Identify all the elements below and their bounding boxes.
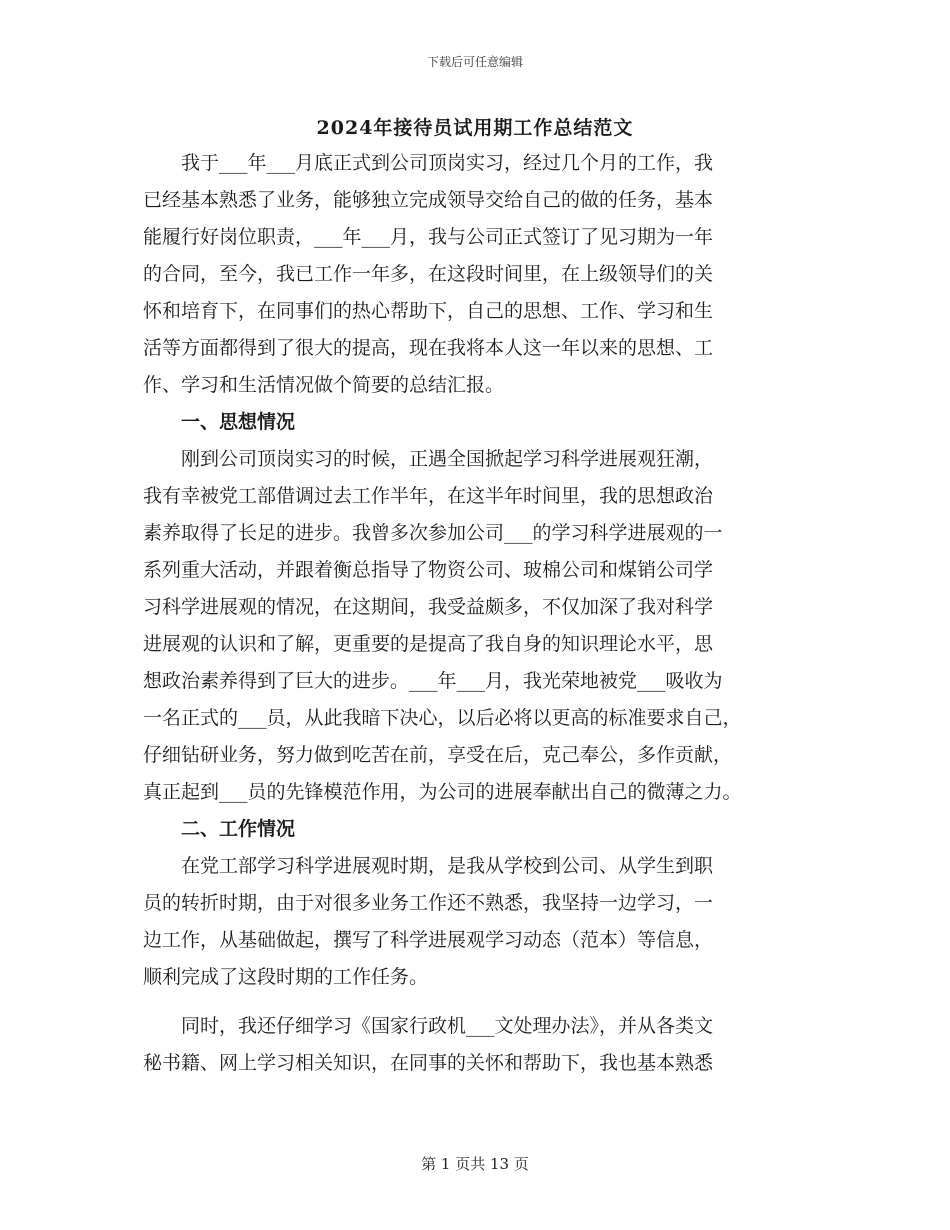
- body-line: 仔细钻研业务，努力做到吃苦在前，享受在后，克己奉公，多作贡献，: [143, 744, 733, 766]
- body-line: 作、学习和生活情况做个简要的总结汇报。: [143, 374, 505, 396]
- document-title: 2024年接待员试用期工作总结范文: [316, 117, 634, 139]
- body-line: 想政治素养得到了巨大的进步。___年___月，我光荣地被党___吸收为: [143, 670, 723, 692]
- page-footer: 第 1 页共 13 页: [421, 1155, 529, 1173]
- body-line: 系列重大活动，并跟着衡总指导了物资公司、玻棉公司和煤销公司学: [143, 559, 714, 581]
- body-line: 在党工部学习科学进展观时期，是我从学校到公司、从学生到职: [143, 855, 714, 877]
- body-line: 素养取得了长足的进步。我曾多次参加公司___的学习科学进展观的一: [143, 522, 723, 544]
- body-line: 习科学进展观的情况，在这期间，我受益颇多，不仅加深了我对科学: [143, 596, 714, 618]
- body-line: 活等方面都得到了很大的提高，现在我将本人这一年以来的思想、工: [143, 337, 714, 359]
- body-line: 我有幸被党工部借调过去工作半年，在这半年时间里，我的思想政治: [143, 485, 714, 507]
- body-line: 边工作，从基础做起，撰写了科学进展观学习动态（范本）等信息，: [143, 929, 714, 951]
- body-line: 刚到公司顶岗实习的时候，正遇全国掀起学习科学进展观狂潮，: [143, 448, 714, 470]
- body-line: 能履行好岗位职责，___年___月，我与公司正式签订了见习期为一年: [143, 226, 714, 248]
- body-line: 已经基本熟悉了业务，能够独立完成领导交给自己的做的任务，基本: [143, 189, 714, 211]
- body-line: 员的转折时期，由于对很多业务工作还不熟悉，我坚持一边学习，一: [143, 892, 714, 914]
- body-line: 进展观的认识和了解，更重要的是提高了我自身的知识理论水平，思: [143, 633, 714, 655]
- body-line: 我于___年___月底正式到公司顶岗实习，经过几个月的工作，我: [143, 152, 714, 174]
- body-line: 顺利完成了这段时期的工作任务。: [143, 966, 429, 988]
- section-heading: 二、工作情况: [143, 818, 296, 840]
- body-line: 秘书籍、网上学习相关知识，在同事的关怀和帮助下，我也基本熟悉: [143, 1052, 714, 1074]
- body-line: 的合同，至今，我已工作一年多，在这段时间里，在上级领导们的关: [143, 263, 714, 285]
- body-line: 怀和培育下，在同事们的热心帮助下，自己的思想、工作、学习和生: [143, 300, 714, 322]
- body-line: 一名正式的___员，从此我暗下决心，以后必将以更高的标准要求自己，: [143, 707, 742, 729]
- body-line: 真正起到___员的先锋模范作用，为公司的进展奉献出自己的微薄之力。: [143, 781, 742, 803]
- section-heading: 一、思想情况: [143, 411, 296, 433]
- header-note: 下载后可任意编辑: [426, 55, 523, 69]
- body-line: 同时，我还仔细学习《国家行政机___文处理办法》，并从各类文: [143, 1015, 714, 1037]
